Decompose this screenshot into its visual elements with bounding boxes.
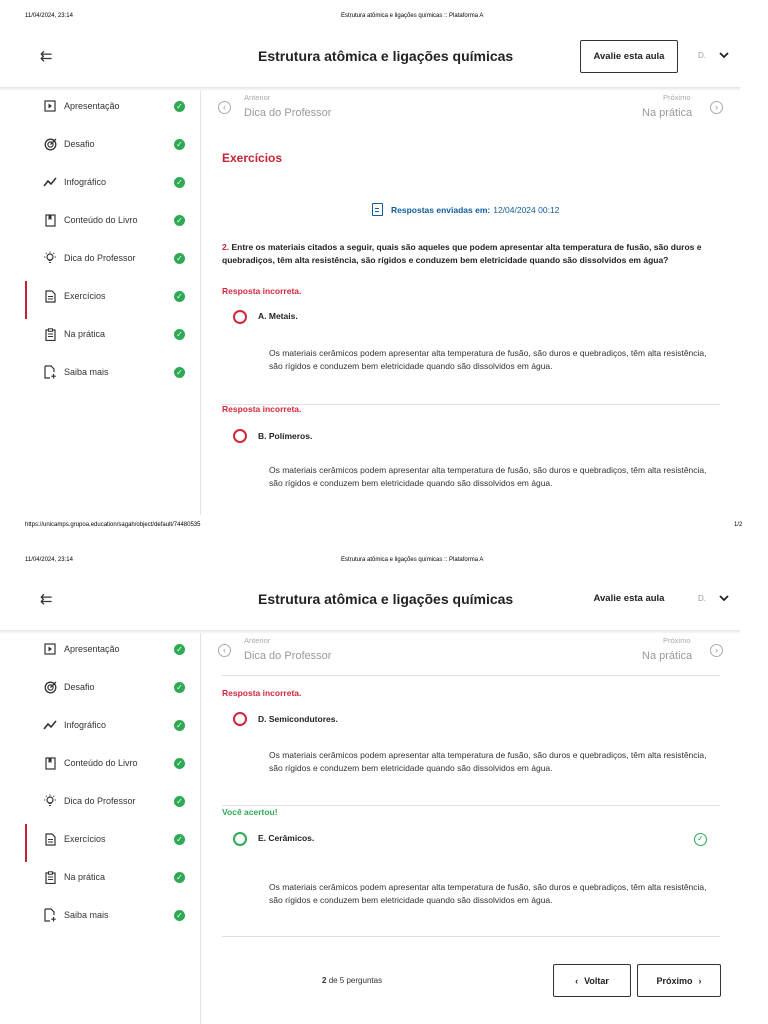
answers-sent-date: 12/04/2024 00:12 (493, 204, 560, 215)
option-divider (222, 675, 720, 676)
clipboard-icon (43, 327, 57, 341)
page-title: Estrutura atômica e ligações químicas (258, 591, 514, 607)
pagination-suffix: de 5 perguntas (328, 976, 383, 985)
sidebar (43, 96, 185, 382)
next-small-label: Próximo (663, 636, 691, 645)
completed-check-icon: ✓ (174, 796, 185, 807)
question-body: Entre os materiais citados a seguir, quais são aqueles que podem apresentar alta temperatura de fusão, são duros e quebradiços, têm alta resistência, são rígidos e conduzem bem eletricidade quando são dissolvidos em água? (222, 242, 702, 265)
play-box-icon (43, 99, 57, 113)
section-title: Exercícios (222, 151, 283, 165)
completed-check-icon: ✓ (174, 139, 185, 150)
sidebar-item-dica-professor[interactable] (43, 248, 185, 268)
feedback-incorrect: Resposta incorreta. (222, 404, 302, 414)
sidebar-divider (200, 633, 201, 1024)
header-divider (0, 630, 740, 634)
sidebar-item-saiba-mais[interactable] (43, 905, 185, 925)
trend-line-icon (43, 175, 57, 189)
sidebar-item-apresentacao[interactable] (43, 96, 185, 116)
document-icon (372, 203, 383, 216)
option-e-label[interactable]: E. Cerâmicos. (258, 833, 315, 843)
option-a-label[interactable]: A. Metais. (258, 311, 298, 321)
sidebar-item-label: Conteúdo do Livro (64, 758, 138, 768)
print-doc-title: Estrutura atômica e ligações químicas :: Plataforma A (341, 557, 484, 563)
rate-lesson-button[interactable]: Avalie esta aula (580, 40, 678, 73)
previous-arrow-icon[interactable]: ‹ (218, 644, 231, 657)
book-icon (43, 756, 57, 770)
previous-small-label: Anterior (244, 636, 271, 645)
next-small-label: Próximo (663, 93, 691, 102)
collapse-menu-icon[interactable]: ⇇ (40, 48, 53, 65)
answers-sent-label: Respostas enviadas em: (391, 204, 491, 215)
sidebar-item-label: Exercícios (64, 834, 106, 844)
option-divider (222, 936, 720, 937)
page-title: Estrutura atômica e ligações químicas (258, 48, 514, 64)
completed-check-icon: ✓ (174, 834, 185, 845)
next-button[interactable] (637, 964, 721, 997)
option-a-radio[interactable] (233, 310, 247, 324)
feedback-incorrect: Resposta incorreta. (222, 286, 302, 296)
sidebar-item-na-pratica[interactable] (43, 867, 185, 887)
sidebar-item-apresentacao[interactable] (43, 639, 185, 659)
active-item-indicator (25, 824, 27, 862)
previous-lesson-link[interactable]: Dica do Professor (244, 650, 332, 662)
chevron-right-icon: › (698, 975, 702, 986)
sidebar-item-infografico[interactable] (43, 172, 185, 192)
target-icon (43, 680, 57, 694)
sidebar-item-label: Exercícios (64, 291, 106, 301)
completed-check-icon: ✓ (174, 177, 185, 188)
sidebar-item-label: Apresentação (64, 644, 120, 654)
chevron-down-icon[interactable] (719, 595, 729, 604)
completed-check-icon: ✓ (174, 367, 185, 378)
sidebar-item-label: Desafio (64, 139, 95, 149)
print-datetime: 11/04/2024, 23:14 (25, 13, 73, 19)
sidebar-item-label: Conteúdo do Livro (64, 215, 138, 225)
completed-check-icon: ✓ (174, 720, 185, 731)
back-button-label: Voltar (584, 975, 609, 986)
completed-check-icon: ✓ (174, 253, 185, 264)
pagination-current: 2 (322, 976, 327, 985)
sidebar-item-label: Dica do Professor (64, 253, 136, 263)
next-arrow-icon[interactable]: › (710, 644, 723, 657)
completed-check-icon: ✓ (174, 758, 185, 769)
play-box-icon (43, 642, 57, 656)
next-lesson-link[interactable]: Na prática (642, 650, 693, 662)
completed-check-icon: ✓ (174, 101, 185, 112)
next-lesson-link[interactable]: Na prática (642, 107, 693, 119)
option-a-explanation: Os materiais cerâmicos podem apresentar alta temperatura de fusão, são duros e quebradiços, têm alta resistência, são rígidos e conduzem bem eletricidade quando são dissolvidos em água. (269, 348, 707, 371)
option-e-explanation: Os materiais cerâmicos podem apresentar alta temperatura de fusão, são duros e quebradiços, têm alta resistência, são rígidos e conduzem bem eletricidade quando são dissolvidos em água. (269, 882, 707, 905)
print-page-number: 1/2 (734, 522, 743, 528)
previous-small-label: Anterior (244, 93, 271, 102)
back-button[interactable] (553, 964, 631, 997)
option-b-label[interactable]: B. Polímeros. (258, 431, 313, 441)
user-initial[interactable]: D. (698, 51, 706, 60)
document-list-icon (43, 832, 57, 846)
option-b-explanation: Os materiais cerâmicos podem apresentar alta temperatura de fusão, são duros e quebradiços, têm alta resistência, são rígidos e conduzem bem eletricidade quando são dissolvidos em água. (269, 465, 707, 488)
sidebar-item-label: Infográfico (64, 720, 107, 730)
next-button-label: Próximo (656, 975, 693, 986)
sidebar-item-label: Desafio (64, 682, 95, 692)
feedback-correct: Você acertou! (222, 807, 278, 817)
document-list-icon (43, 289, 57, 303)
sidebar-item-infografico[interactable] (43, 715, 185, 735)
print-doc-title: Estrutura atômica e ligações químicas :: Plataforma A (341, 13, 484, 19)
sidebar-item-dica-professor[interactable] (43, 791, 185, 811)
user-initial[interactable]: D. (698, 594, 706, 603)
header-divider (0, 87, 740, 91)
sidebar-item-desafio[interactable] (43, 677, 185, 697)
clipboard-icon (43, 870, 57, 884)
completed-check-icon: ✓ (174, 872, 185, 883)
option-d-label[interactable]: D. Semicondutores. (258, 714, 338, 724)
lightbulb-icon (43, 251, 57, 265)
sidebar-divider (200, 90, 201, 515)
completed-check-icon: ✓ (174, 644, 185, 655)
option-d-explanation: Os materiais cerâmicos podem apresentar alta temperatura de fusão, são duros e quebradiços, têm alta resistência, são rígidos e conduzem bem eletricidade quando são dissolvidos em água. (269, 750, 707, 773)
target-icon (43, 137, 57, 151)
question-text (222, 241, 727, 267)
feedback-incorrect: Resposta incorreta. (222, 688, 302, 698)
sidebar-item-label: Dica do Professor (64, 796, 136, 806)
sidebar-item-label: Saiba mais (64, 367, 109, 377)
rate-lesson-button[interactable]: Avalie esta aula (593, 592, 665, 604)
sidebar-item-label: Infográfico (64, 177, 107, 187)
sidebar-item-label: Na prática (64, 872, 106, 882)
previous-lesson-link[interactable]: Dica do Professor (244, 107, 332, 119)
sidebar-item-desafio[interactable] (43, 134, 185, 154)
print-datetime: 11/04/2024, 23:14 (25, 557, 73, 563)
previous-arrow-icon[interactable]: ‹ (218, 101, 231, 114)
sidebar-item-conteudo-livro[interactable] (43, 210, 185, 230)
option-b-radio[interactable] (233, 429, 247, 443)
sidebar-item-na-pratica[interactable] (43, 324, 185, 344)
sidebar-item-label: Saiba mais (64, 910, 109, 920)
sidebar-item-saiba-mais[interactable] (43, 362, 185, 382)
sidebar-item-label: Apresentação (64, 101, 120, 111)
active-item-indicator (25, 281, 27, 319)
option-d-radio[interactable] (233, 712, 247, 726)
collapse-menu-icon[interactable]: ⇇ (40, 591, 53, 608)
lightbulb-icon (43, 794, 57, 808)
book-icon (43, 213, 57, 227)
completed-check-icon: ✓ (174, 215, 185, 226)
question-number: 2. (222, 242, 230, 252)
sidebar-item-exercicios[interactable] (43, 829, 185, 849)
trend-line-icon (43, 718, 57, 732)
completed-check-icon: ✓ (174, 682, 185, 693)
question-pagination (322, 976, 382, 985)
correct-check-icon: ✓ (694, 833, 707, 846)
completed-check-icon: ✓ (174, 910, 185, 921)
sidebar-item-label: Na prática (64, 329, 106, 339)
answers-sent-info (372, 203, 559, 216)
chevron-down-icon[interactable] (719, 52, 729, 61)
sidebar-item-conteudo-livro[interactable] (43, 753, 185, 773)
completed-check-icon: ✓ (174, 329, 185, 340)
option-divider (222, 805, 720, 806)
print-url: https://unicamps.grupoa.education/sagah/object/default/74480535 (25, 522, 201, 528)
completed-check-icon: ✓ (174, 291, 185, 302)
option-e-radio[interactable] (233, 832, 247, 846)
sidebar (43, 639, 185, 925)
file-add-icon (43, 365, 57, 379)
next-arrow-icon[interactable]: › (710, 101, 723, 114)
sidebar-item-exercicios[interactable] (43, 286, 185, 306)
chevron-left-icon: ‹ (575, 975, 579, 986)
file-add-icon (43, 908, 57, 922)
